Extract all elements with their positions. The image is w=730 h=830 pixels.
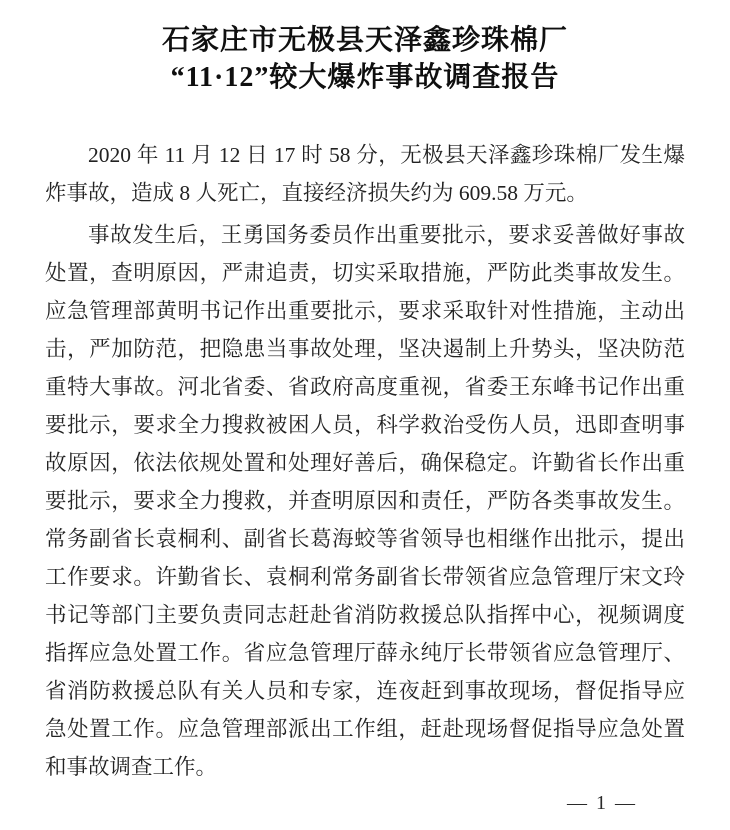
document-title (0, 0, 730, 96)
document-title-line2: “11·12”较大爆炸事故调查报告 (170, 62, 560, 93)
paragraph-response: 事故发生后，王勇国务委员作出重要批示，要求妥善做好事故处置，查明原因，严肃追责，切实采取措施，严防此类事故发生。应急管理部黄明书记作出重要批示，要求采取针对性措施，主动出击，严加防范，把隐患当事故处理，坚决遏制上升势头，坚决防范重特大事故。河北省委、省政府高度重视，省委王东峰书记作出重要批示，要求全力搜救被困人员，科学救治受伤人员，迅即查明事故原因，依法依规处置和处理好善后，确保稳定。许勤省长作出重要批示，要求全力搜救，并查明原因和责任，严防各类事故发生。常务副省长袁桐利、副省长葛海蛟等省领导也相继作出批示，提出工作要求。许勤省长、袁桐利常务副省长带领省应急管理厅宋文玲书记等部门主要负责同志赶赴省消防救援总队指挥中心，视频调度指挥应急处置工作。省应急管理厅薛永纯厅长带领省应急管理厅、省消防救援总队有关人员和专家，连夜赶到事故现场，督促指导应急处置工作。应急管理部派出工作组，赶赴现场督促指导应急处置和事故调查工作。 (45, 223, 685, 779)
document-title-line1: 石家庄市无极县天泽鑫珍珠棉厂 (161, 25, 568, 56)
document-body (0, 136, 730, 786)
paragraph-summary: 2020 年 11 月 12 日 17 时 58 分，无极县天泽鑫珍珠棉厂发生爆炸事故，造成 8 人死亡，直接经济损失约为 609.58 万元。 (45, 143, 685, 205)
page-number: — 1 — (567, 792, 637, 814)
